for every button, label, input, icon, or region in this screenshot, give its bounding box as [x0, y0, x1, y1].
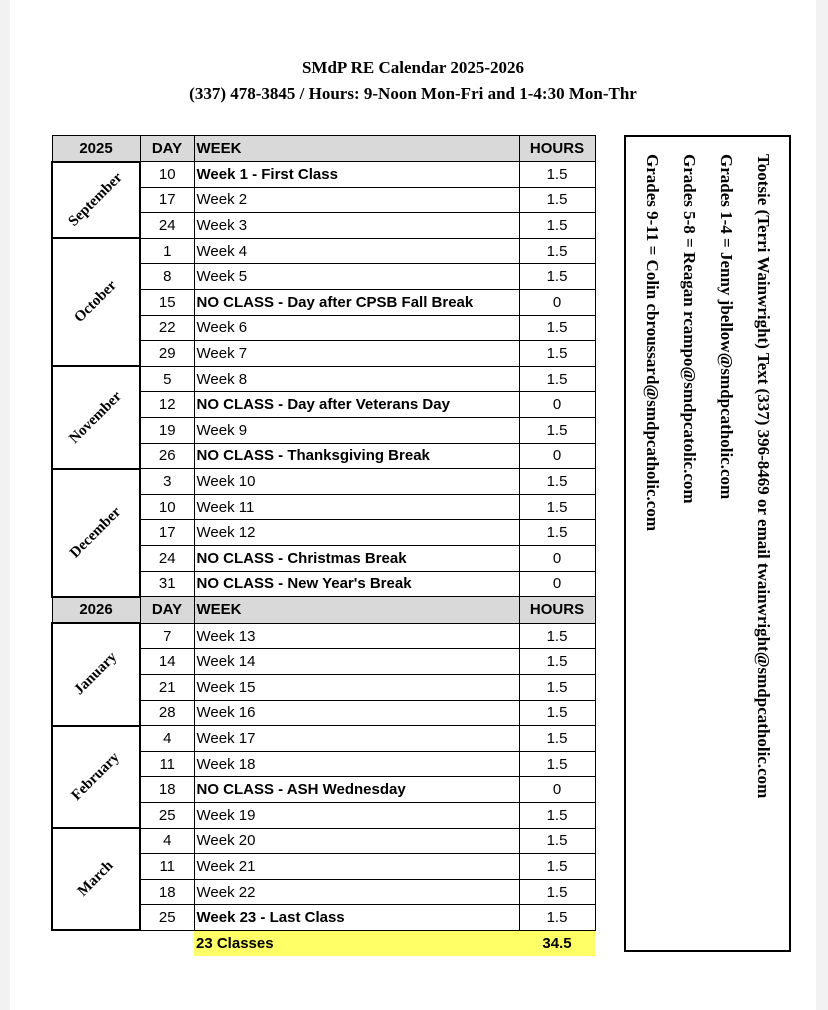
week-cell: Week 19 [194, 802, 519, 828]
year-header: 2026 [52, 597, 140, 624]
day-header: DAY [140, 597, 194, 624]
day-header: DAY [140, 136, 194, 162]
hours-cell: 1.5 [519, 264, 595, 290]
month-label: December [67, 503, 125, 561]
day-cell: 24 [140, 546, 194, 572]
table-row [52, 162, 595, 188]
hours-cell: 1.5 [519, 520, 595, 546]
hours-cell: 1.5 [519, 700, 595, 726]
hours-cell: 1.5 [519, 162, 595, 188]
hours-cell: 1.5 [519, 623, 595, 649]
week-header: WEEK [194, 136, 519, 162]
day-cell: 11 [140, 751, 194, 777]
week-cell: NO CLASS - Day after Veterans Day [194, 392, 519, 418]
hours-cell: 0 [519, 290, 595, 316]
week-cell: Week 8 [194, 366, 519, 392]
hours-cell: 1.5 [519, 854, 595, 880]
week-cell: Week 22 [194, 879, 519, 905]
hours-cell: 1.5 [519, 649, 595, 675]
hours-cell: 1.5 [519, 726, 595, 752]
calendar-page [10, 0, 816, 1010]
table-header-row [52, 136, 595, 162]
month-cell [52, 726, 140, 828]
page-subtitle: (337) 478-3845 / Hours: 9-Noon Mon-Fri and 1-4:30 Mon-Thr [189, 84, 637, 103]
month-cell [52, 238, 140, 366]
day-cell: 21 [140, 674, 194, 700]
hours-cell: 1.5 [519, 341, 595, 367]
day-cell: 25 [140, 905, 194, 931]
table-row [52, 366, 595, 392]
contact-line-grades-1-4: Grades 1-4 = Jenny jbellow@smdpcatholic.com [716, 153, 736, 499]
hours-cell: 1.5 [519, 494, 595, 520]
day-cell: 8 [140, 264, 194, 290]
week-cell: Week 2 [194, 187, 519, 213]
table-row [52, 828, 595, 854]
day-cell: 14 [140, 649, 194, 675]
hours-cell: 1.5 [519, 674, 595, 700]
week-cell: Week 17 [194, 726, 519, 752]
totals-row [52, 930, 595, 956]
week-cell: Week 9 [194, 418, 519, 444]
week-cell: Week 18 [194, 751, 519, 777]
day-cell: 25 [140, 802, 194, 828]
hours-cell: 1.5 [519, 366, 595, 392]
day-cell: 10 [140, 494, 194, 520]
hours-header: HOURS [519, 597, 595, 624]
day-cell: 24 [140, 213, 194, 239]
day-cell: 17 [140, 520, 194, 546]
day-cell: 4 [140, 828, 194, 854]
day-cell: 31 [140, 571, 194, 597]
day-cell: 19 [140, 418, 194, 444]
week-cell: NO CLASS - Day after CPSB Fall Break [194, 290, 519, 316]
hours-header: HOURS [519, 136, 595, 162]
day-cell: 10 [140, 162, 194, 188]
week-cell: Week 11 [194, 494, 519, 520]
day-cell: 4 [140, 726, 194, 752]
week-cell: NO CLASS - ASH Wednesday [194, 777, 519, 803]
month-cell [52, 469, 140, 597]
hours-cell: 1.5 [519, 879, 595, 905]
week-cell: Week 12 [194, 520, 519, 546]
contact-line-grades-9-11: Grades 9-11 = Colin cbroussard@smdpcatholic.com [642, 153, 662, 531]
hours-cell: 1.5 [519, 802, 595, 828]
month-label: March [74, 857, 117, 900]
week-cell: Week 14 [194, 649, 519, 675]
table-row [52, 238, 595, 264]
hours-cell: 1.5 [519, 828, 595, 854]
hours-cell: 0 [519, 392, 595, 418]
week-cell: Week 23 - Last Class [194, 905, 519, 931]
month-label: October [71, 277, 120, 327]
week-cell: NO CLASS - Thanksgiving Break [194, 443, 519, 469]
day-cell: 18 [140, 879, 194, 905]
week-cell: Week 20 [194, 828, 519, 854]
week-cell: Week 5 [194, 264, 519, 290]
table-row [52, 469, 595, 495]
contact-line-tootsie: Tootsie (Terri Wainwright) Text (337) 396-8469 or email twainwright@smdpcatholic.com [753, 153, 773, 798]
week-cell: Week 21 [194, 854, 519, 880]
week-cell: Week 15 [194, 674, 519, 700]
day-cell: 1 [140, 238, 194, 264]
day-cell: 29 [140, 341, 194, 367]
month-label: September [65, 169, 126, 230]
day-cell: 28 [140, 700, 194, 726]
month-label: February [68, 749, 123, 804]
day-cell: 17 [140, 187, 194, 213]
day-cell: 11 [140, 854, 194, 880]
month-cell [52, 828, 140, 930]
contact-line-grades-5-8: Grades 5-8 = Reagan rcampo@smdpcatolic.com [679, 153, 699, 504]
week-cell: Week 3 [194, 213, 519, 239]
hours-cell: 1.5 [519, 469, 595, 495]
day-cell: 15 [140, 290, 194, 316]
week-cell: Week 16 [194, 700, 519, 726]
week-cell: Week 10 [194, 469, 519, 495]
week-cell: NO CLASS - New Year's Break [194, 571, 519, 597]
week-cell: NO CLASS - Christmas Break [194, 546, 519, 572]
week-cell: Week 1 - First Class [194, 162, 519, 188]
week-cell: Week 6 [194, 315, 519, 341]
hours-cell: 0 [519, 443, 595, 469]
month-label: January [71, 649, 121, 699]
day-cell: 12 [140, 392, 194, 418]
week-cell: Week 13 [194, 623, 519, 649]
calendar-table [51, 135, 596, 956]
week-cell: Week 4 [194, 238, 519, 264]
year-header: 2025 [52, 136, 140, 162]
hours-cell: 1.5 [519, 418, 595, 444]
hours-cell: 0 [519, 546, 595, 572]
day-cell: 5 [140, 366, 194, 392]
page-title: SMdP RE Calendar 2025-2026 [301, 58, 525, 77]
day-cell: 26 [140, 443, 194, 469]
total-hours: 34.5 [519, 930, 595, 956]
week-header: WEEK [194, 597, 519, 624]
total-classes: 23 Classes [194, 930, 519, 956]
month-label: November [66, 387, 125, 447]
week-cell: Week 7 [194, 341, 519, 367]
contact-box [624, 135, 791, 952]
day-cell: 7 [140, 623, 194, 649]
totals-spacer [52, 930, 140, 956]
day-cell: 18 [140, 777, 194, 803]
month-cell [52, 623, 140, 725]
hours-cell: 1.5 [519, 187, 595, 213]
hours-cell: 1.5 [519, 751, 595, 777]
table-row [52, 726, 595, 752]
hours-cell: 0 [519, 571, 595, 597]
hours-cell: 1.5 [519, 315, 595, 341]
hours-cell: 1.5 [519, 238, 595, 264]
table-row [52, 623, 595, 649]
day-cell: 3 [140, 469, 194, 495]
month-cell [52, 162, 140, 239]
hours-cell: 1.5 [519, 905, 595, 931]
contact-list [634, 154, 782, 934]
totals-spacer [140, 930, 194, 956]
month-cell [52, 366, 140, 468]
day-cell: 22 [140, 315, 194, 341]
hours-cell: 1.5 [519, 213, 595, 239]
hours-cell: 0 [519, 777, 595, 803]
table-header-row [52, 597, 595, 624]
